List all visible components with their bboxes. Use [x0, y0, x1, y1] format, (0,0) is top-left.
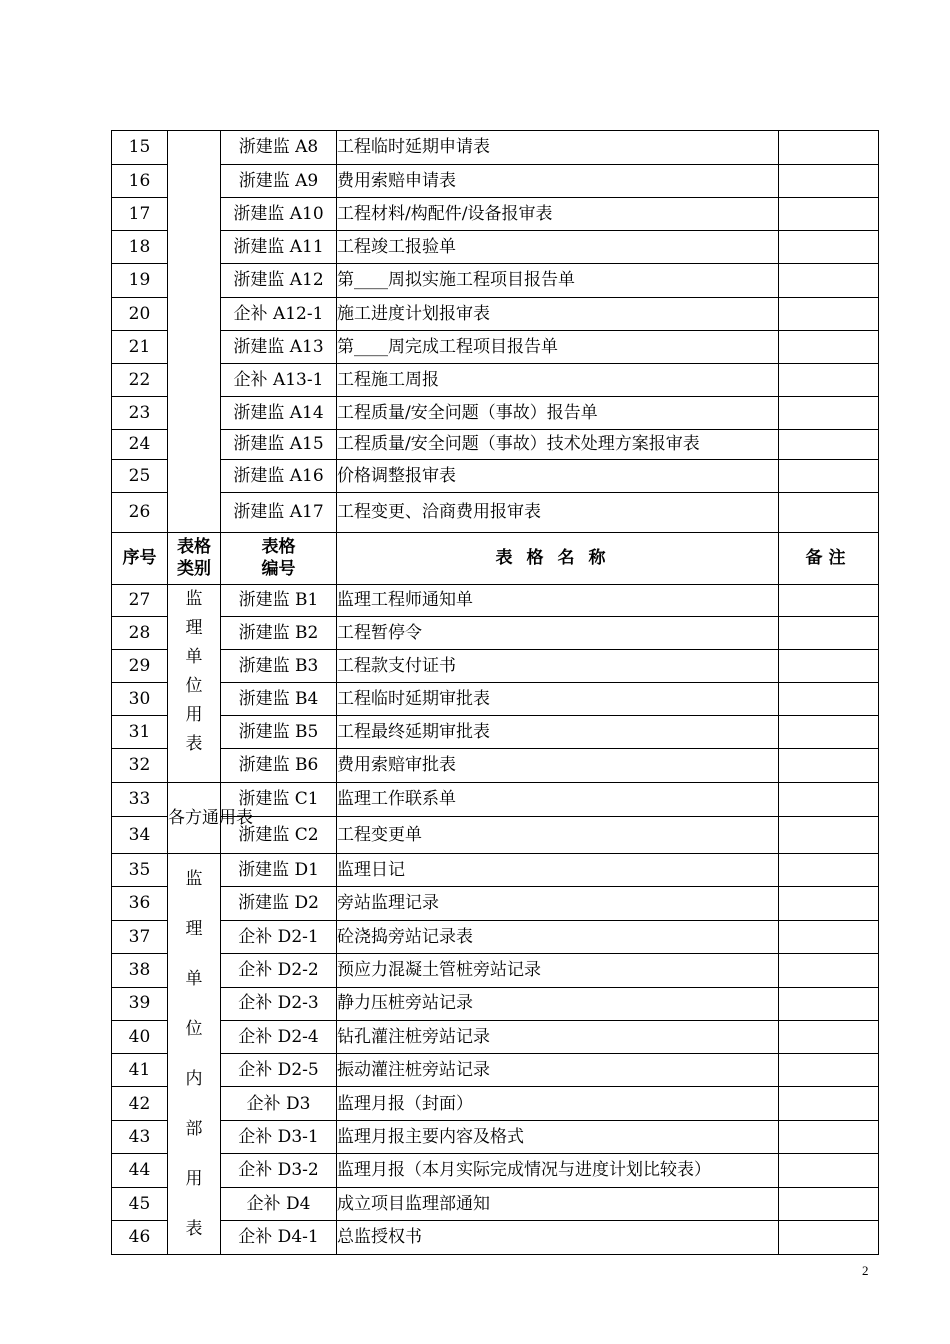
category-d	[168, 854, 221, 1255]
category-char: 理	[185, 618, 203, 638]
note-cell	[779, 1121, 879, 1154]
form-name: 监理日记	[337, 854, 779, 887]
note-cell	[779, 617, 879, 650]
form-name: 监理月报（封面）	[337, 1087, 779, 1121]
row-number: 39	[112, 987, 168, 1020]
category-char: 监	[185, 589, 203, 609]
category-a-continued	[168, 131, 221, 533]
note-cell	[779, 1020, 879, 1054]
category-char: 表	[185, 734, 203, 754]
form-code: 浙建监 B2	[221, 617, 337, 650]
note-cell	[779, 650, 879, 683]
form-code: 浙建监 A8	[221, 131, 337, 165]
table-row	[112, 1220, 879, 1254]
table-row	[112, 683, 879, 716]
form-name: 预应力混凝土管桩旁站记录	[337, 953, 779, 987]
form-code: 浙建监 A14	[221, 397, 337, 430]
row-number: 28	[112, 617, 168, 650]
form-code: 浙建监 A16	[221, 460, 337, 493]
row-number: 27	[112, 585, 168, 617]
note-cell	[779, 264, 879, 298]
category-char: 监	[185, 869, 203, 889]
row-number: 32	[112, 749, 168, 783]
form-name: 工程最终延期审批表	[337, 716, 779, 749]
note-cell	[779, 298, 879, 331]
page-number: 2	[862, 1263, 869, 1278]
form-code: 浙建监 D1	[221, 854, 337, 887]
form-code: 浙建监 C2	[221, 817, 337, 854]
note-cell	[779, 460, 879, 493]
table-row	[112, 749, 879, 783]
form-code: 企补 D2-5	[221, 1054, 337, 1087]
table-row	[112, 886, 879, 920]
table-row	[112, 1054, 879, 1087]
form-code: 企补 D3	[221, 1087, 337, 1121]
form-code: 企补 D3-2	[221, 1154, 337, 1188]
form-name: 第____周完成工程项目报告单	[337, 331, 779, 364]
form-code: 浙建监 A10	[221, 198, 337, 231]
table-row	[112, 617, 879, 650]
header-code-line: 编号	[261, 558, 296, 579]
form-name: 工程变更单	[337, 817, 779, 854]
form-name: 工程变更、洽商费用报审表	[337, 493, 779, 533]
note-cell	[779, 716, 879, 749]
row-number: 34	[112, 817, 168, 854]
row-number: 33	[112, 783, 168, 817]
form-code: 浙建监 B5	[221, 716, 337, 749]
row-number: 35	[112, 854, 168, 887]
table-row	[112, 131, 879, 165]
header-row	[112, 533, 879, 585]
forms-index-table	[111, 130, 879, 1255]
note-cell	[779, 397, 879, 430]
table-row	[112, 397, 879, 430]
table-row	[112, 364, 879, 397]
note-cell	[779, 854, 879, 887]
form-code: 企补 D2-1	[221, 920, 337, 953]
table-row	[112, 987, 879, 1020]
form-name: 费用索赔审批表	[337, 749, 779, 783]
note-cell	[779, 1154, 879, 1188]
table-row	[112, 198, 879, 231]
table-row	[112, 264, 879, 298]
form-name: 工程施工周报	[337, 364, 779, 397]
header-number: 序号	[112, 533, 168, 585]
table-row	[112, 953, 879, 987]
row-number: 38	[112, 953, 168, 987]
form-code: 浙建监 C1	[221, 783, 337, 817]
form-code: 企补 D2-3	[221, 987, 337, 1020]
form-code: 企补 D4-1	[221, 1220, 337, 1254]
form-code: 浙建监 A13	[221, 331, 337, 364]
table-row	[112, 1087, 879, 1121]
category-char: 位	[185, 676, 203, 696]
note-cell	[779, 493, 879, 533]
note-cell	[779, 683, 879, 716]
form-name: 旁站监理记录	[337, 886, 779, 920]
form-name: 费用索赔申请表	[337, 165, 779, 198]
row-number: 19	[112, 264, 168, 298]
form-code: 浙建监 A11	[221, 231, 337, 264]
note-cell	[779, 231, 879, 264]
category-char: 部	[185, 1119, 203, 1139]
form-name: 砼浇捣旁站记录表	[337, 920, 779, 953]
row-number: 16	[112, 165, 168, 198]
row-number: 24	[112, 430, 168, 460]
header-category-line: 类别	[177, 558, 211, 579]
table-row	[112, 716, 879, 749]
form-code: 浙建监 A17	[221, 493, 337, 533]
header-name: 表格名称	[337, 533, 779, 585]
form-name: 钻孔灌注桩旁站记录	[337, 1020, 779, 1054]
form-code: 浙建监 A12	[221, 264, 337, 298]
row-number: 17	[112, 198, 168, 231]
form-code: 浙建监 D2	[221, 886, 337, 920]
category-b	[168, 585, 221, 783]
form-code: 浙建监 B1	[221, 585, 337, 617]
form-name: 工程竣工报验单	[337, 231, 779, 264]
note-cell	[779, 364, 879, 397]
row-number: 15	[112, 131, 168, 165]
row-number: 45	[112, 1188, 168, 1221]
form-name: 工程临时延期审批表	[337, 683, 779, 716]
row-number: 29	[112, 650, 168, 683]
form-name: 总监授权书	[337, 1220, 779, 1254]
form-name: 静力压桩旁站记录	[337, 987, 779, 1020]
form-name: 工程材料/构配件/设备报审表	[337, 198, 779, 231]
note-cell	[779, 430, 879, 460]
table-row	[112, 430, 879, 460]
header-note: 备注	[779, 533, 879, 585]
note-cell	[779, 131, 879, 165]
table-row	[112, 650, 879, 683]
row-number: 30	[112, 683, 168, 716]
note-cell	[779, 920, 879, 953]
note-cell	[779, 1054, 879, 1087]
form-name: 工程暂停令	[337, 617, 779, 650]
form-name: 第____周拟实施工程项目报告单	[337, 264, 779, 298]
note-cell	[779, 783, 879, 817]
row-number: 31	[112, 716, 168, 749]
note-cell	[779, 198, 879, 231]
row-number: 20	[112, 298, 168, 331]
category-char: 各方	[168, 807, 202, 828]
category-char: 用	[185, 705, 203, 725]
form-name: 监理工作联系单	[337, 783, 779, 817]
row-number: 42	[112, 1087, 168, 1121]
form-name: 施工进度计划报审表	[337, 298, 779, 331]
form-name: 振动灌注桩旁站记录	[337, 1054, 779, 1087]
form-name: 价格调整报审表	[337, 460, 779, 493]
table-row	[112, 165, 879, 198]
header-code	[221, 533, 337, 585]
note-cell	[779, 749, 879, 783]
category-char: 单	[185, 969, 203, 989]
table-row	[112, 1154, 879, 1188]
table-row	[112, 854, 879, 887]
row-number: 40	[112, 1020, 168, 1054]
category-char: 单	[185, 647, 203, 667]
form-code: 浙建监 B3	[221, 650, 337, 683]
form-name: 监理月报主要内容及格式	[337, 1121, 779, 1154]
table-row	[112, 783, 879, 817]
header-category-line: 表格	[177, 537, 211, 558]
table-row	[112, 331, 879, 364]
row-number: 18	[112, 231, 168, 264]
header-code-line: 表格	[261, 537, 296, 558]
row-number: 44	[112, 1154, 168, 1188]
form-name: 工程质量/安全问题（事故）报告单	[337, 397, 779, 430]
form-name: 工程款支付证书	[337, 650, 779, 683]
table-row	[112, 493, 879, 533]
form-code: 浙建监 B4	[221, 683, 337, 716]
form-code: 企补 A12-1	[221, 298, 337, 331]
table-row	[112, 1121, 879, 1154]
table-row	[112, 460, 879, 493]
category-char: 表	[236, 807, 253, 828]
table-row	[112, 231, 879, 264]
note-cell	[779, 817, 879, 854]
note-cell	[779, 953, 879, 987]
table-row	[112, 585, 879, 617]
forms-index-body	[112, 131, 879, 1255]
row-number: 37	[112, 920, 168, 953]
note-cell	[779, 585, 879, 617]
note-cell	[779, 987, 879, 1020]
table-row	[112, 1020, 879, 1054]
row-number: 41	[112, 1054, 168, 1087]
row-number: 36	[112, 886, 168, 920]
form-code: 浙建监 A9	[221, 165, 337, 198]
header-category	[168, 533, 221, 585]
category-char: 理	[185, 919, 203, 939]
form-name: 工程质量/安全问题（事故）技术处理方案报审表	[337, 430, 779, 460]
row-number: 21	[112, 331, 168, 364]
form-name: 工程临时延期申请表	[337, 131, 779, 165]
category-char: 用	[185, 1169, 203, 1189]
category-char: 内	[185, 1069, 203, 1089]
form-code: 浙建监 B6	[221, 749, 337, 783]
form-name: 成立项目监理部通知	[337, 1188, 779, 1221]
form-code: 企补 A13-1	[221, 364, 337, 397]
row-number: 43	[112, 1121, 168, 1154]
note-cell	[779, 886, 879, 920]
note-cell	[779, 1220, 879, 1254]
note-cell	[779, 1188, 879, 1221]
category-char: 位	[185, 1019, 203, 1039]
form-code: 企补 D4	[221, 1188, 337, 1221]
row-number: 26	[112, 493, 168, 533]
note-cell	[779, 165, 879, 198]
row-number: 46	[112, 1220, 168, 1254]
row-number: 22	[112, 364, 168, 397]
category-char: 表	[185, 1219, 203, 1239]
table-row	[112, 920, 879, 953]
table-row	[112, 1188, 879, 1221]
form-code: 企补 D2-4	[221, 1020, 337, 1054]
note-cell	[779, 331, 879, 364]
row-number: 23	[112, 397, 168, 430]
form-name: 监理月报（本月实际完成情况与进度计划比较表）	[337, 1154, 779, 1188]
category-c	[168, 783, 253, 854]
row-number: 25	[112, 460, 168, 493]
category-char: 通用	[202, 807, 236, 828]
form-code: 企补 D2-2	[221, 953, 337, 987]
form-code: 浙建监 A15	[221, 430, 337, 460]
form-code: 企补 D3-1	[221, 1121, 337, 1154]
note-cell	[779, 1087, 879, 1121]
form-name: 监理工程师通知单	[337, 585, 779, 617]
table-row	[112, 298, 879, 331]
